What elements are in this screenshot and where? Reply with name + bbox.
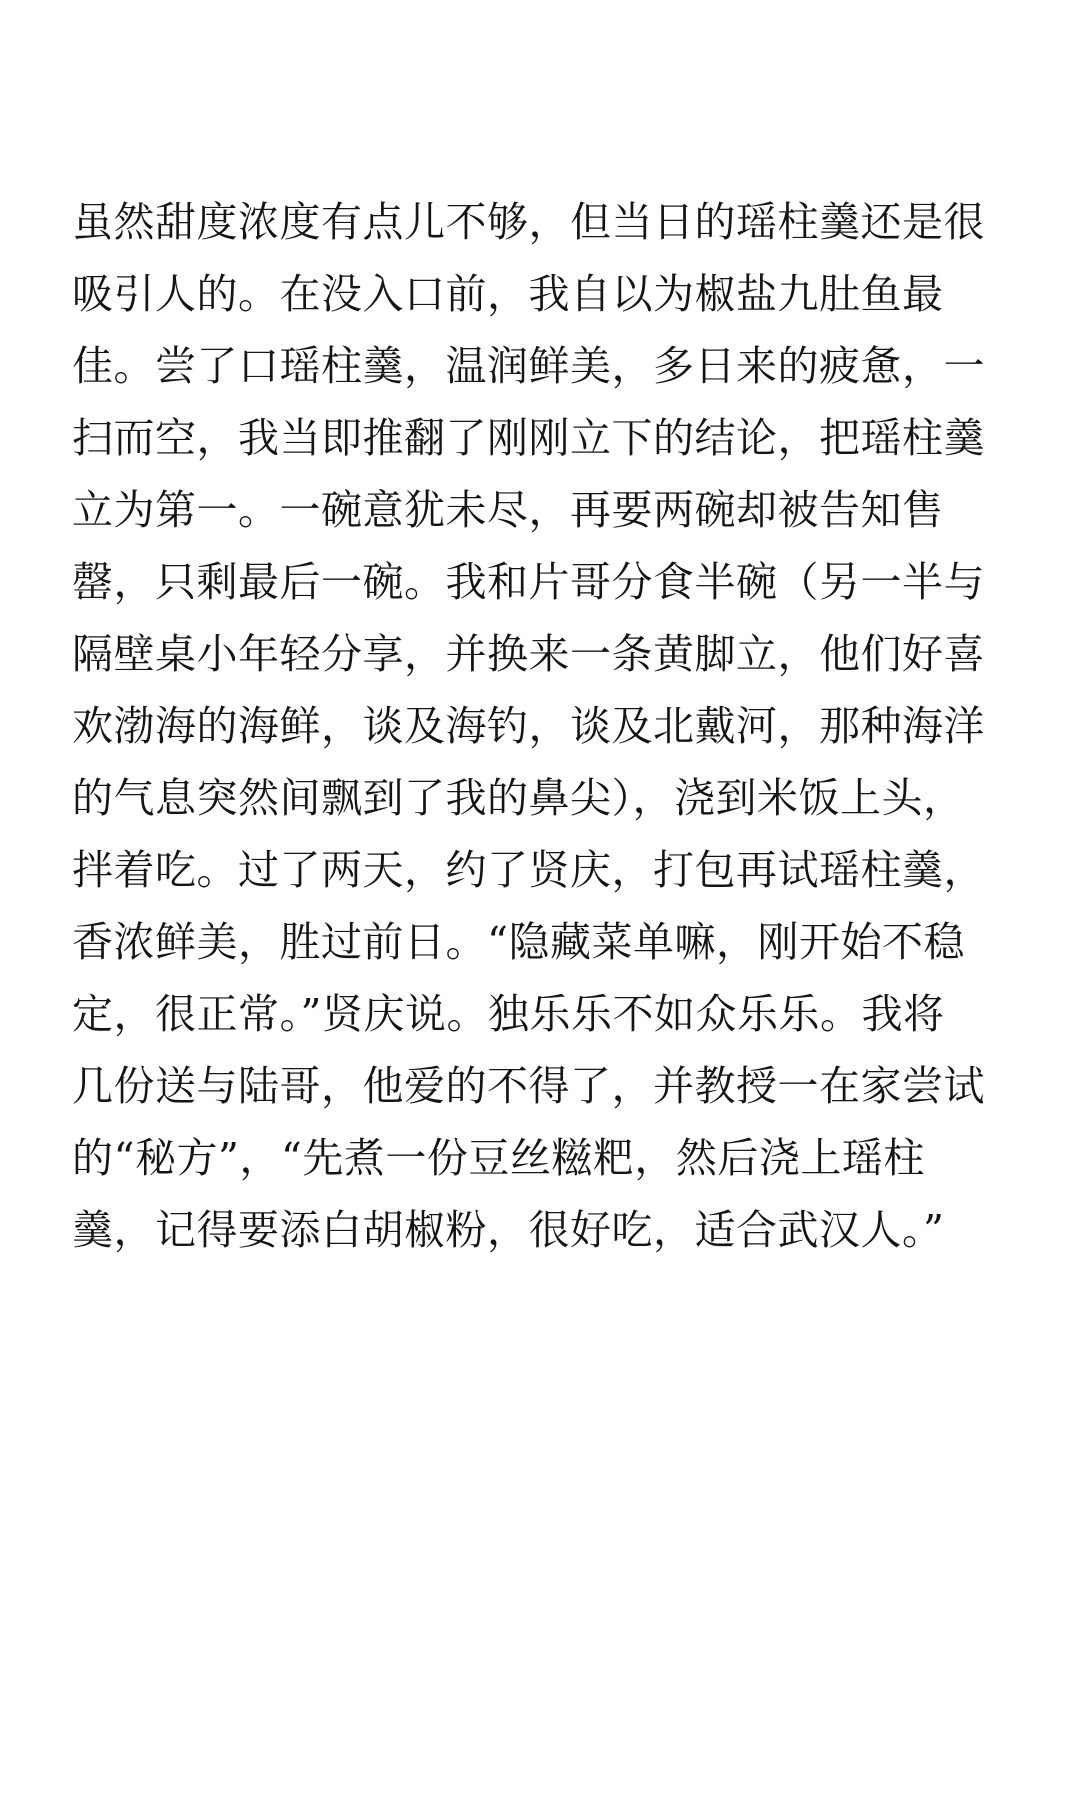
- text-line: 拌着吃。过了两天，约了贤庆，打包再试瑶柱羹，: [72, 846, 985, 894]
- text-line: 吸引人的。在没入口前，我自以为椒盐九肚鱼最: [72, 270, 944, 318]
- text-line: 欢渤海的海鲜，谈及海钓，谈及北戴河，那种海洋: [72, 702, 985, 750]
- text-line: 羹，记得要添白胡椒粉，很好吃，适合武汉人。”: [72, 1206, 945, 1254]
- text-line: 的“秘方”，“先煮一份豆丝糍粑，然后浇上瑶柱: [72, 1134, 925, 1182]
- text-line: 香浓鲜美，胜过前日。“隐藏菜单嘛，刚开始不稳: [72, 918, 965, 966]
- text-line: 佳。尝了口瑶柱羹，温润鲜美，多日来的疲惫，一: [72, 342, 985, 390]
- text-line: 隔壁桌小年轻分享，并换来一条黄脚立，他们好喜: [72, 630, 985, 678]
- text-line: 罄，只剩最后一碗。我和片哥分食半碗（另一半与: [72, 558, 985, 606]
- text-line: 立为第一。一碗意犹未尽，再要两碗却被告知售: [72, 486, 944, 534]
- text-line: 的气息突然间飘到了我的鼻尖），浇到米饭上头，: [72, 774, 965, 822]
- text-line: 扫而空，我当即推翻了刚刚立下的结论，把瑶柱羹: [72, 414, 985, 462]
- text-line: 虽然甜度浓度有点儿不够，但当日的瑶柱羹还是很: [72, 198, 985, 246]
- text-line: 定，很正常。”贤庆说。独乐乐不如众乐乐。我将: [72, 990, 945, 1038]
- article-body: [72, 186, 1012, 1266]
- text-line: 几份送与陆哥，他爱的不得了，并教授一在家尝试: [72, 1062, 985, 1110]
